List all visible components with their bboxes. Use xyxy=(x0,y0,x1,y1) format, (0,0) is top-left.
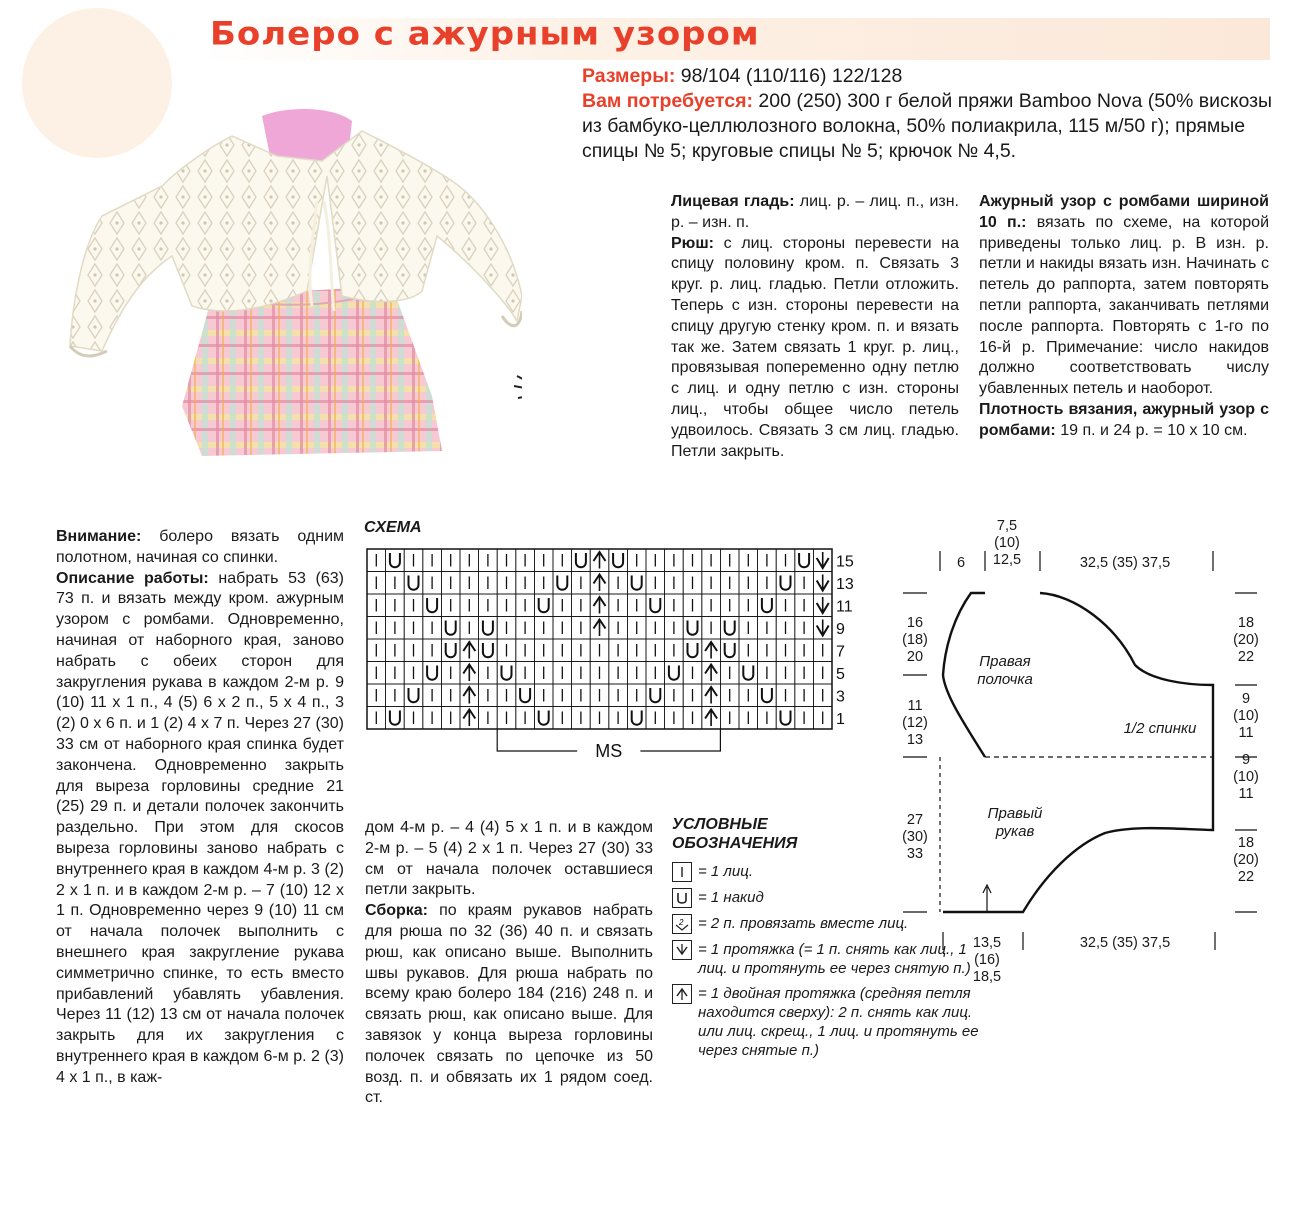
page-title: Болеро с ажурным узором xyxy=(210,15,760,53)
ruffle-paragraph xyxy=(671,234,959,463)
materials-value: 200 (250) 300 г белой пряжи Bamboo Nova (50% вискозы из бамбуко-целлюлозного волокна, 50% полиакрила, 115 м/50 г); прямые спицы № 5; круговые спицы № 5; крючок № 4,5. xyxy=(582,90,1273,162)
dim-left-3: 27 (30) 33 xyxy=(902,812,928,862)
svg-text:2: 2 xyxy=(679,918,684,927)
double-decrease-icon xyxy=(672,984,692,1004)
ruffle-text: с лиц. стороны перевести на спицу половину кром. п. Связать 3 круг. р. лиц. гладью. Петли отложить. Теперь с изн. стороны перевести на спицу другую стенку кром. п. и вязать так же. Затем связать 1 круг. р. лиц., провязывая попеременно одну петлю с лиц. и одну петлю с изн. стороны лиц., чтобы общее число петель удвоилось. Связать 3 см лиц. гладью. Петли закрыть. xyxy=(671,234,959,460)
dim-right-2: 9 (10) 11 xyxy=(1233,691,1259,741)
continued-text: дом 4-м р. – 4 (4) 5 х 1 п. и в каждом 2-м р. – 5 (4) 2 х 1 п. Через 27 (30) 33 см от начала полочек оставшиеся петли закрыть. xyxy=(365,819,653,899)
dim-top-left: 6 xyxy=(956,555,966,571)
text-column-stockinette-ruffle xyxy=(671,192,959,462)
legend-title xyxy=(672,815,872,853)
pattern-outline xyxy=(895,515,1275,985)
legend-text-k2tog: = 2 п. провязать вместе лиц. xyxy=(698,915,909,932)
chart-row-number: 7 xyxy=(836,643,845,661)
bolero-photo xyxy=(62,106,522,488)
label-right-front: Правая полочка xyxy=(977,653,1033,688)
dim-bottom-right: 32,5 (35) 37,5 xyxy=(1079,935,1171,951)
stockinette-text: лиц. р. – лиц. п., изн. р. – изн. п. xyxy=(671,193,959,231)
legend-title-line1: УСЛОВНЫЕ xyxy=(672,816,768,833)
work-label: Описание работы: xyxy=(56,569,209,587)
ruffle-label: Рюш: xyxy=(671,234,714,252)
stockinette-label: Лицевая гладь: xyxy=(671,193,795,210)
sizes-line xyxy=(582,64,1282,89)
assembly-text: по краям рукавов набрать для рюша по 32 (36) 40 п. и связать рюш, как описано выше. Выполнить швы рукавов. Для рюша набрать по всему краю болеро 184 (216) 248 п. и связать рюш, как описано выше. Для завязок у конца выреза горловины полочек связать по цепочке из 50 возд. п. и обвязать их 1 рядом соед. ст. xyxy=(365,902,653,1107)
knitting-chart xyxy=(366,548,866,770)
work-text: набрать 53 (63) 73 п. и вязать между кром. ажурным узором с ромбами. Одновременно, начиная от наборного края, заново набрать с обеих сторон для закругления рукава в каждом 2-м р. 9 (10) 11 х 1 п., 4 (5) 6 х 2 п., 5 х 4 п., 3 (2) 0 х 6 п. и 1 (2) 4 х 7 п. Через 27 (30) 33 см от наборного края спинка будет закончена. Одновременно закрыть для выреза горловины средние 21 (25) 29 п. и детали полочек закончить раздельно. При этом для скосов выреза горловины заново набрать с внутреннего края в каждом 4-м р. 3 (2) 2 х 1 п. и в каждом 2-м р. – 7 (10) 12 х 1 п. Одновременно через 9 (10) 11 см от начала полочек выполнить с внешнего края закругление рукава симметрично спинке, то есть вместо прибавлений убавлять убавления. Через 11 (12) 13 см от начала полочек закрыть для их закругления с внутреннего края в каждом 6-м р. 2 (3) 4 х 1 п., в каж- xyxy=(56,569,345,1086)
single-decrease-icon xyxy=(672,940,692,960)
materials-label: Вам потребуется: xyxy=(582,90,753,112)
stockinette-paragraph xyxy=(671,192,959,234)
chart-row-number: 5 xyxy=(836,665,845,683)
gauge-text: 19 п. и 24 р. = 10 х 10 см. xyxy=(1055,421,1248,439)
dim-right-3: 9 (10) 11 xyxy=(1233,752,1259,802)
dim-right-4: 18 (20) 22 xyxy=(1233,835,1259,885)
materials-line xyxy=(582,89,1282,164)
continued-paragraph xyxy=(365,818,653,901)
sizes-label: Размеры: xyxy=(582,65,676,87)
sizes-and-materials xyxy=(582,64,1282,164)
work-paragraph xyxy=(56,569,344,1089)
dim-left-1: 16 (18) 20 xyxy=(902,615,928,665)
pattern-paragraph xyxy=(979,192,1269,400)
dim-top-right: 32,5 (35) 37,5 xyxy=(1079,555,1171,571)
chart-row-number: 11 xyxy=(836,598,853,616)
legend-text-yarn-over: = 1 накид xyxy=(698,889,764,906)
text-column-instructions xyxy=(56,527,344,1089)
attention-text: болеро вязать одним полотном, начиная со спинки. xyxy=(56,528,344,566)
legend-item-double-decrease xyxy=(672,984,982,1060)
chart-row-number: 1 xyxy=(836,710,845,728)
gauge-label: Плотность вязания, ажурный узор с ромбами: xyxy=(979,400,1269,439)
yarn-over-icon xyxy=(672,888,692,908)
label-half-back: 1/2 спинки xyxy=(1123,720,1197,737)
pattern-diagram xyxy=(895,515,1275,985)
legend-title-line2: ОБОЗНАЧЕНИЯ xyxy=(672,835,798,852)
dim-left-2: 11 (12) 13 xyxy=(902,698,928,748)
text-column-assembly xyxy=(365,818,653,1109)
text-column-pattern-gauge xyxy=(979,192,1269,442)
pattern-label: Ажурный узор с ромбами шириной 10 п.: xyxy=(979,193,1269,231)
chart-row-number: 9 xyxy=(836,620,845,638)
pattern-text: вязать по схеме, на которой приведены только лиц. р. В изн. р. петли и накиды вязать изн. Начинать с петель до раппорта, затем повторять петли раппорта, заканчивать петлями после раппорта. Повторять с 1-го по 16-й р. Примечание: число накидов должно соответствовать числу убавленных петель и наоборот. xyxy=(979,213,1269,398)
k2tog-icon xyxy=(672,914,692,934)
legend-text-single-decrease: = 1 протяжка (= 1 п. снять как лиц., 1 лиц. и протянуть ее через снятую п.) xyxy=(698,941,971,977)
legend-text-knit: = 1 лиц. xyxy=(698,863,753,880)
attention-label: Внимание: xyxy=(56,528,142,545)
chart-row-number: 13 xyxy=(836,575,854,593)
chart-row-number: 15 xyxy=(836,553,854,571)
assembly-label: Сборка: xyxy=(365,902,429,920)
legend-text-double-decrease: = 1 двойная протяжка (средняя петля находится сверху): 2 п. снять как лиц. или лиц. скрещ., 1 лиц. и протянуть ее через снятые п.) xyxy=(698,985,979,1059)
knit-stitch-icon xyxy=(672,862,692,882)
sizes-value: 98/104 (110/116) 122/128 xyxy=(675,65,903,87)
chart-row-number: 3 xyxy=(836,688,845,706)
rapport-label: MS xyxy=(595,741,623,761)
attention-paragraph xyxy=(56,527,344,569)
schema-title: СХЕМА xyxy=(364,519,422,536)
assembly-paragraph xyxy=(365,901,653,1109)
label-right-sleeve: Правый рукав xyxy=(987,805,1043,840)
dim-bottom-left: 13,5 (16) 18,5 xyxy=(972,935,1002,985)
gauge-paragraph xyxy=(979,400,1269,442)
dim-top-mid: 7,5 (10) 12,5 xyxy=(992,518,1022,568)
dim-right-1: 18 (20) 22 xyxy=(1233,615,1259,665)
